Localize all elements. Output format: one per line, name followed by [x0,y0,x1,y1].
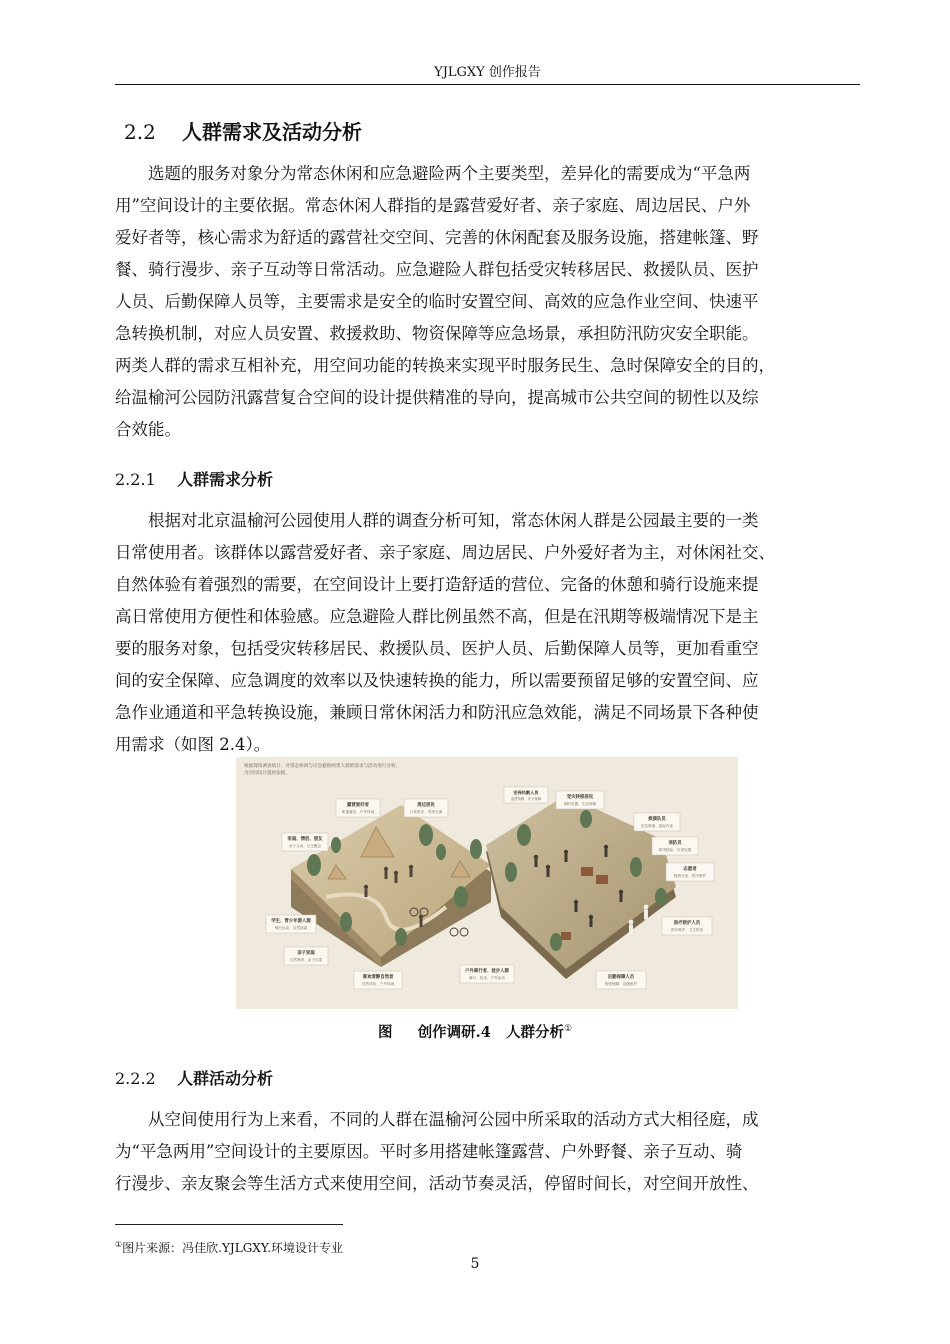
subsection-heading-1 [115,468,273,492]
figure-label-sub: 临时安置、生活保障 [563,802,597,806]
figure-label: 后勤保障人员 [607,975,635,980]
footnote-rule [115,1224,343,1225]
header-rule [115,84,860,85]
text-line: 爱好者等，核心需求为舒适的露营社交空间、完善的休闲配套及服务设施，搭建帐篷、野 [115,228,759,247]
figure-label: 周边居民 [417,803,435,808]
caption-label: 创作调研.4 [417,1023,491,1041]
figure-label-sub: 自然教育、亲子玩耍 [289,958,323,962]
subsection-title: 人群活动分析 [177,1069,274,1088]
text-line: 根据对北京温榆河公园使用人群的调查分析可知，常态休闲人群是公园最主要的一类 [115,511,759,530]
figure-label-sub: 物资分发、秩序维护 [673,874,707,878]
text-line: 餐、骑行漫步、亲子互动等日常活动。应急避险人群包括受灾转移居民、救援队员、医护 [115,260,759,279]
crowd-analysis-figure [236,757,738,1009]
text-line: 人员、后勤保障人员等，主要需求是安全的临时安置空间、高效的应急作业空间、快速平 [115,292,759,311]
figure-label-sub: 自然体验、户外休闲 [361,982,395,986]
subsection-number: 2.2.2 [115,1069,156,1088]
text-line: 要的服务对象，包括受灾转移居民、救援队员、医护人员、后勤保障人员等，更加看重空 [115,639,759,658]
text-line: 急作业通道和平急转换设施，兼顾日常休闲活力和防汛应急效能，满足不同场景下各种使 [115,703,759,722]
text-line: 日常使用者。该群体以露营爱好者、亲子家庭、周边居民、户外爱好者为主，对休闲社交、 [115,543,775,562]
figure-label: 户外骑行者、徒步人群 [465,969,509,974]
text-line: 选题的服务对象分为常态休闲和应急避险两个主要类型，差异化的需要成为“平急两 [115,164,751,183]
caption-title: 人群分析 [505,1023,564,1041]
figure-label-sub: 骑行、徒步、户外运动 [469,976,505,980]
figure-label-sub: 物资保障、设施维护 [604,982,638,986]
subsection-heading-2 [115,1067,273,1091]
figure-caption [0,1018,950,1044]
demand-paragraph [115,505,860,761]
footnote-mark: ① [115,1240,123,1249]
figure-label: 喜欢清静自然者 [362,975,394,980]
figure-label-sub: 医疗救护、卫生防疫 [670,928,704,932]
figure-intro-text: 为空间设计提供依据。 [244,771,290,776]
figure-label: 学生、青少年游人群 [271,919,311,924]
text-line: 行漫步、亲友聚会等生活方式来使用空间，活动节奏灵活，停留时间长，对空间开放性、 [115,1174,759,1193]
figure-label: 消防员 [668,841,682,846]
page-number: 5 [470,1256,480,1272]
figure-label-sub: 骑行运动、自然探索 [274,926,308,930]
figure-label: 露营爱好者 [347,803,369,808]
footnote-text: 图片来源：冯佳欣.YJLGXY.环境设计专业 [122,1241,344,1255]
figure-label: 医疗救护人员 [673,921,701,926]
figure-label-sub: 亲子互动、社交聚会 [288,844,322,848]
figure-label-sub: 巡逻执勤、安全保障 [510,797,542,801]
text-line: 合效能。 [115,420,181,439]
activity-paragraph [115,1104,860,1200]
figure-label: 亲子家庭 [297,951,315,956]
intro-paragraph [115,158,860,446]
text-line: 用需求（如图 2.4）。 [115,735,271,754]
section-number: 2.2 [124,120,156,144]
figure-label-sub: 日常散步、邻里交流 [409,810,443,814]
text-line: 间的安全保障、应急调度的效率以及快速转换的能力，所以需要预留足够的安置空间、应 [115,671,759,690]
text-line: 从空间使用行为上来看，不同的人群在温榆河公园中所采取的活动方式大相径庭，成 [115,1110,759,1129]
section-heading [124,118,362,146]
running-header: YJLGXY 创作报告 [434,65,541,80]
figure-label: 救援队员 [648,817,666,822]
crowd-analysis-illustration [236,757,738,1009]
text-line: 自然体验有着强烈的需要，在空间设计上要打造舒适的营位、完备的休憩和骑行设施来提 [115,575,759,594]
text-line: 两类人群的需求互相补充，用空间功能的转换来实现平时服务民生、急时保障安全的目的， [115,356,775,375]
caption-footnote-mark: ① [563,1024,573,1034]
figure-label: 志愿者 [683,867,697,872]
section-title: 人群需求及活动分析 [182,120,362,144]
subsection-title: 人群需求分析 [177,470,274,489]
figure-label-sub: 帐篷露营、户外休闲 [341,810,375,814]
figure-label: 受灾转移居民 [566,795,594,800]
caption-prefix: 图 [377,1023,393,1041]
figure-label-sub: 防汛抢险、灾害处置 [658,848,692,852]
subsection-number: 2.2.1 [115,470,156,489]
text-line: 急转换机制，对应人员安置、救援救助、物资保障等应急场景，承担防汛防灾安全职能。 [115,324,759,343]
text-line: 给温榆河公园防汛露营复合空间的设计提供精准的导向，提高城市公共空间的韧性以及综 [115,388,759,407]
figure-label-sub: 应急救援、抢险作业 [640,824,674,828]
text-line: 用”空间设计的主要依据。常态休闲人群指的是露营爱好者、亲子家庭、周边居民、户外 [115,196,751,215]
figure-intro-text: 根据现场调查统计，对常态休闲与应急避险两类人群的需求与活动进行分析， [244,764,401,769]
figure-label: 安保执勤人员 [513,790,539,795]
figure-label: 家庭、情侣、朋友 [287,837,323,842]
text-line: 为“平急两用”空间设计的主要原因。平时多用搭建帐篷露营、户外野餐、亲子互动、骑 [115,1142,743,1161]
text-line: 高日常使用方便性和体验感。应急避险人群比例虽然不高，但是在汛期等极端情况下是主 [115,607,759,626]
